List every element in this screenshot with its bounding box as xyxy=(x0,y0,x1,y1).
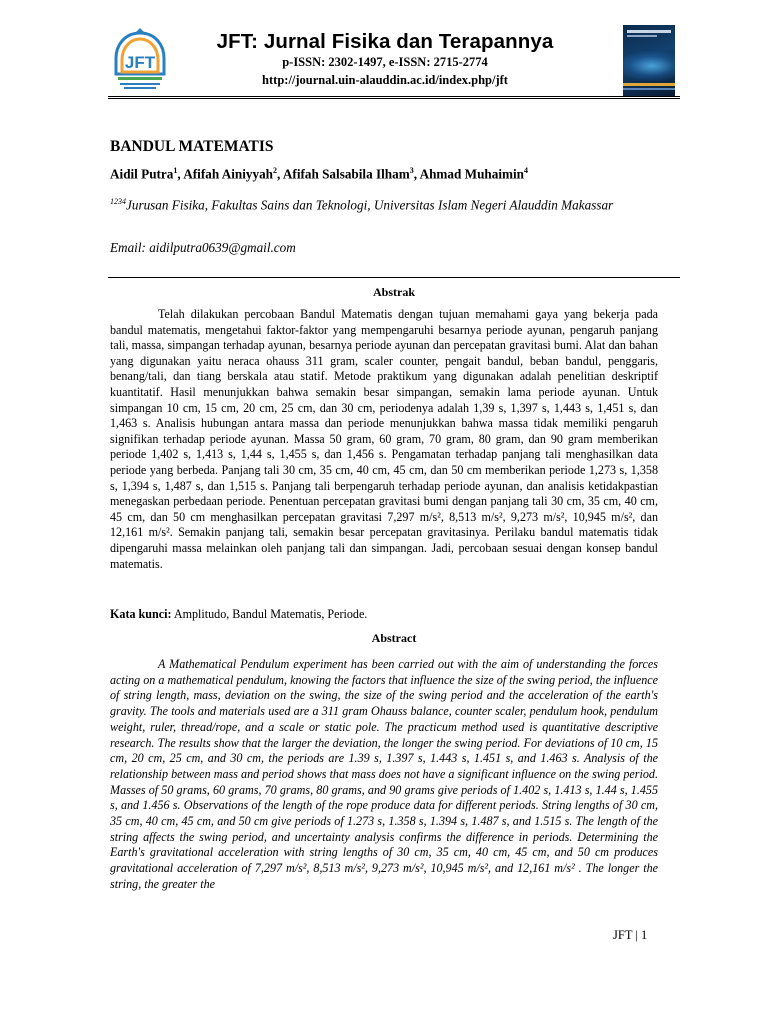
author-email: Email: aidilputra0639@gmail.com xyxy=(110,240,296,255)
author-affiliation-mark: 2 xyxy=(273,166,278,175)
author-name: Afifah Salsabila Ilham xyxy=(282,166,410,182)
affiliation-text: Jurusan Fisika, Fakultas Sains dan Teknologi, Universitas Islam Negeri Alauddin Makassar xyxy=(126,197,614,213)
affiliation-mark: 1234 xyxy=(110,197,126,206)
abstract-divider xyxy=(108,277,680,278)
journal-title: JFT: Jurnal Fisika dan Terapannya xyxy=(216,30,554,53)
abstract-body xyxy=(110,657,658,917)
author-separator: , xyxy=(177,166,184,182)
logo-text: JFT xyxy=(124,53,156,72)
header-divider xyxy=(108,96,680,97)
abstrak-paragraph: Telah dilakukan percobaan Bandul Matematis dengan tujuan memahami gaya yang bekerja pada bandul matematis, mengetahui faktor-faktor yang mempengaruhi besarnya periode ayunan, pengaruh panjang tali, massa, simpangan terhadap ayunan, besarnya periode ayunan dan percepatan gravitasi bumi. Alat dan bahan yang digunakan yaitu neraca ohauss 311 gram, scaler counter, pengait bandul, beban bandul, penggaris, benang/tali, dan tiang berskala atau statif. Metode praktikum yang digunakan adalah penelitian deskriptif kuantitatif. Hasil menunjukkan bahwa semakin besar simpangan, semakin lama periode ayunan. Untuk simpangan 10 cm, 15 cm, 20 cm, 25 cm, dan 30 cm, periodenya adalah 1,39 s, 1,397 s, 1,443 s, 1,451 s, dan 1,463 s. Analisis hubungan antara massa dan periode menunjukkan bahwa massa tidak memiliki pengaruh signifikan terhadap periode ayunan. Massa 50 gram, 60 gram, 70 gram, 80 gram, dan 90 gram memberikan periode 1,402 s, 1,413 s, 1,44 s, 1,455 s, dan 1,456 s. Pengamatan terhadap panjang tali menghasilkan data periode yang berbeda. Panjang tali 30 cm, 35 cm, 40 cm, 45 cm, dan 50 cm memberikan periode 1,273 s, 1,358 s, 1,394 s, 1,487 s, dan 1,515 s. Panjang tali berpengaruh terhadap periode ayunan, dan analisis ketidakpastian menegaskan perbedaan periode. Penentuan percepatan gravitasi bumi dengan panjang tali 30 cm, 35 cm, 40 cm, 45 cm, dan 50 cm menghasilkan percepatan gravitasi 7,297 m/s², 8,513 m/s², 9,273 m/s², 10,945 m/s², dan 12,161 m/s². Semakin panjang tali, semakin besar percepatan gravitasinya. Perilaku bandul matematis tidak dipengaruhi massa melainkan oleh panjang tali dan simpangan. Jadi, percobaan sesuai dengan konsep bandul matematis. xyxy=(110,307,658,571)
author-separator: , xyxy=(277,166,283,182)
keywords-label: Kata kunci: xyxy=(110,607,172,621)
author-name: Ahmad Muhaimin xyxy=(419,166,524,182)
author-affiliation-mark: 4 xyxy=(524,166,528,175)
author-name: Afifah Ainiyyah xyxy=(183,166,274,182)
author-affiliation-mark: 1 xyxy=(173,166,178,175)
abstract-heading: Abstract xyxy=(371,631,417,645)
journal-cover-image xyxy=(623,25,675,96)
author-list xyxy=(110,166,528,182)
journal-url[interactable]: http://journal.uin-alauddin.ac.id/index.php/jft xyxy=(262,73,508,87)
journal-logo xyxy=(110,24,170,92)
author-separator: , xyxy=(413,166,420,182)
abstrak-body xyxy=(110,307,658,572)
abstrak-heading: Abstrak xyxy=(372,285,415,299)
abstract-paragraph: A Mathematical Pendulum experiment has been carried out with the aim of understanding the forces acting on a mathematical pendulum, knowing the factors that influence the size of the swing period, the influence of string length, mass, deviation on the swing, the size of the swing period and the acceleration of the earth's gravity. The tools and materials used are a 311 gram Ohauss balance, counter scaler, pendulum hook, pendulum weight, ruler, thread/rope, and a scale or static pole. The practicum method used is quantitative descriptive research. The results show that the larger the deviation, the longer the swing period. For deviations of 10 cm, 15 cm, 20 cm, 25 cm, and 30 cm, the periods are 1.39 s, 1.397 s, 1.443 s, 1.451 s, and 1.463 s. Analysis of the relationship between mass and period shows that mass does not have a significant influence on the swing period. Masses of 50 grams, 60 grams, 70 grams, 80 grams, and 90 grams give periods of 1.402 s, 1.413 s, 1.44 s, 1.455 s, and 1.456 s. Observations of the length of the rope produce data for different periods. String lengths of 30 cm, 35 cm, 40 cm, 45 cm, and 50 cm give periods of 1.273 s, 1.358 s, 1.394 s, 1.487 s, and 1.515 s. The length of the string affects the swing period, and uncertainty analysis confirms the difference in periods. Determining the Earth's gravitational acceleration with string lengths of 30 cm, 35 cm, 40 cm, 45 cm, and 50 cm produces gravitational acceleration of 7,297 m/s², 8,513 m/s², 9,273 m/s², 10,945 m/s², and 12,161 m/s² . The longer the string, the greater the xyxy=(110,657,658,891)
author-affiliation-mark: 3 xyxy=(409,166,414,175)
affiliation xyxy=(110,190,650,217)
author-name: Aidil Putra xyxy=(110,166,174,182)
page-footer: JFT | 1 xyxy=(613,928,648,942)
keywords-text: Amplitudo, Bandul Matematis, Periode. xyxy=(171,607,368,621)
journal-issn: p-ISSN: 2302-1497, e-ISSN: 2715-2774 xyxy=(282,55,488,69)
header-divider-secondary xyxy=(108,98,680,99)
paper-title: BANDUL MATEMATIS xyxy=(110,138,274,155)
keywords xyxy=(110,607,367,622)
